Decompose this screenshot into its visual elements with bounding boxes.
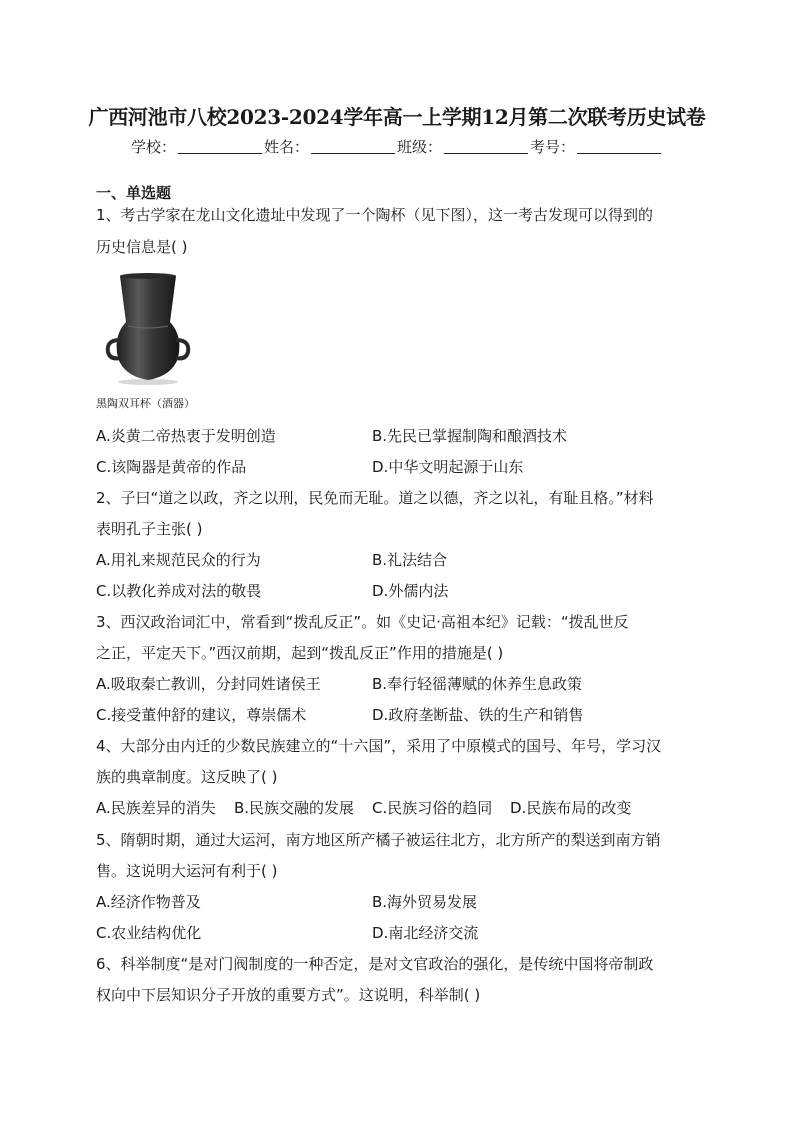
question-1-option-a[interactable]: A.炎黄二帝热衷于发明创造 bbox=[96, 427, 276, 445]
number-label: 考号： bbox=[530, 138, 576, 156]
black-pottery-cup-image bbox=[98, 270, 198, 390]
question-4-line-1: 4、大部分由内迁的少数民族建立的“十六国”，采用了中原模式的国号、年号，学习汉 bbox=[96, 737, 662, 755]
question-2-option-a[interactable]: A.用礼来规范民众的行为 bbox=[96, 551, 261, 569]
name-blank[interactable] bbox=[311, 139, 395, 154]
section-title: 一、单选题 bbox=[96, 184, 172, 202]
question-6-line-1: 6、科举制度“是对门阀制度的一种否定，是对文官政治的强化，是传统中国将帝制政 bbox=[96, 955, 654, 973]
question-4-line-2: 族的典章制度。这反映了( ) bbox=[96, 768, 278, 786]
question-1-option-d[interactable]: D.中华文明起源于山东 bbox=[372, 458, 524, 476]
question-4-option-d[interactable]: D.民族布局的改变 bbox=[510, 799, 632, 817]
question-2-line-2: 表明孔子主张( ) bbox=[96, 520, 203, 538]
question-3-line-1: 3、西汉政治词汇中，常看到“拨乱反正”。如《史记·高祖本纪》记载：“拨乱世反 bbox=[96, 613, 629, 631]
question-2-option-d[interactable]: D.外儒内法 bbox=[372, 582, 449, 600]
question-5-option-c[interactable]: C.农业结构优化 bbox=[96, 924, 202, 942]
question-5-line-1: 5、隋朝时期，通过大运河，南方地区所产橘子被运往北方，北方所产的梨送到南方销 bbox=[96, 831, 661, 849]
question-5-line-2: 售。这说明大运河有利于( ) bbox=[96, 862, 278, 880]
question-1-line-2: 历史信息是( ) bbox=[96, 238, 188, 256]
question-4-option-b[interactable]: B.民族交融的发展 bbox=[234, 799, 355, 817]
school-blank[interactable] bbox=[178, 139, 262, 154]
class-label: 班级： bbox=[397, 138, 443, 156]
question-1-option-c[interactable]: C.该陶器是黄帝的作品 bbox=[96, 458, 247, 476]
school-label: 学校： bbox=[130, 138, 176, 156]
question-4-option-c[interactable]: C.民族习俗的趋同 bbox=[372, 799, 493, 817]
question-3-option-a[interactable]: A.吸取秦亡教训，分封同姓诸侯王 bbox=[96, 675, 321, 693]
question-1-option-b[interactable]: B.先民已掌握制陶和酿酒技术 bbox=[372, 427, 568, 445]
class-blank[interactable] bbox=[444, 139, 528, 154]
question-2-option-b[interactable]: B.礼法结合 bbox=[372, 551, 448, 569]
question-3-option-c[interactable]: C.接受董仲舒的建议，尊崇儒术 bbox=[96, 706, 307, 724]
exam-title: 广西河池市八校2023-2024学年高一上学期12月第二次联考历史试卷 bbox=[88, 105, 706, 129]
question-5-option-b[interactable]: B.海外贸易发展 bbox=[372, 893, 478, 911]
number-blank[interactable] bbox=[577, 139, 661, 154]
image-caption: 黑陶双耳杯（酒器） bbox=[96, 397, 195, 410]
name-label: 姓名： bbox=[263, 138, 309, 156]
question-3-line-2: 之正，平定天下。”西汉前期，起到“拨乱反正”作用的措施是( ) bbox=[96, 644, 504, 662]
question-6-line-2: 权向中下层知识分子开放的重要方式”。这说明，科举制( ) bbox=[96, 986, 481, 1004]
question-1-line-1: 1、考古学家在龙山文化遗址中发现了一个陶杯（见下图），这一考古发现可以得到的 bbox=[96, 206, 654, 224]
question-5-option-d[interactable]: D.南北经济交流 bbox=[372, 924, 479, 942]
question-4-option-a[interactable]: A.民族差异的消失 bbox=[96, 799, 216, 817]
question-2-line-1: 2、子曰“道之以政，齐之以刑，民免而无耻。道之以德，齐之以礼，有耻且格。”材料 bbox=[96, 489, 654, 507]
student-info-row bbox=[0, 136, 794, 157]
question-5-option-a[interactable]: A.经济作物普及 bbox=[96, 893, 201, 911]
question-3-option-b[interactable]: B.奉行轻徭薄赋的休养生息政策 bbox=[372, 675, 583, 693]
question-3-option-d[interactable]: D.政府垄断盐、铁的生产和销售 bbox=[372, 706, 584, 724]
question-2-option-c[interactable]: C.以教化养成对法的敬畏 bbox=[96, 582, 262, 600]
